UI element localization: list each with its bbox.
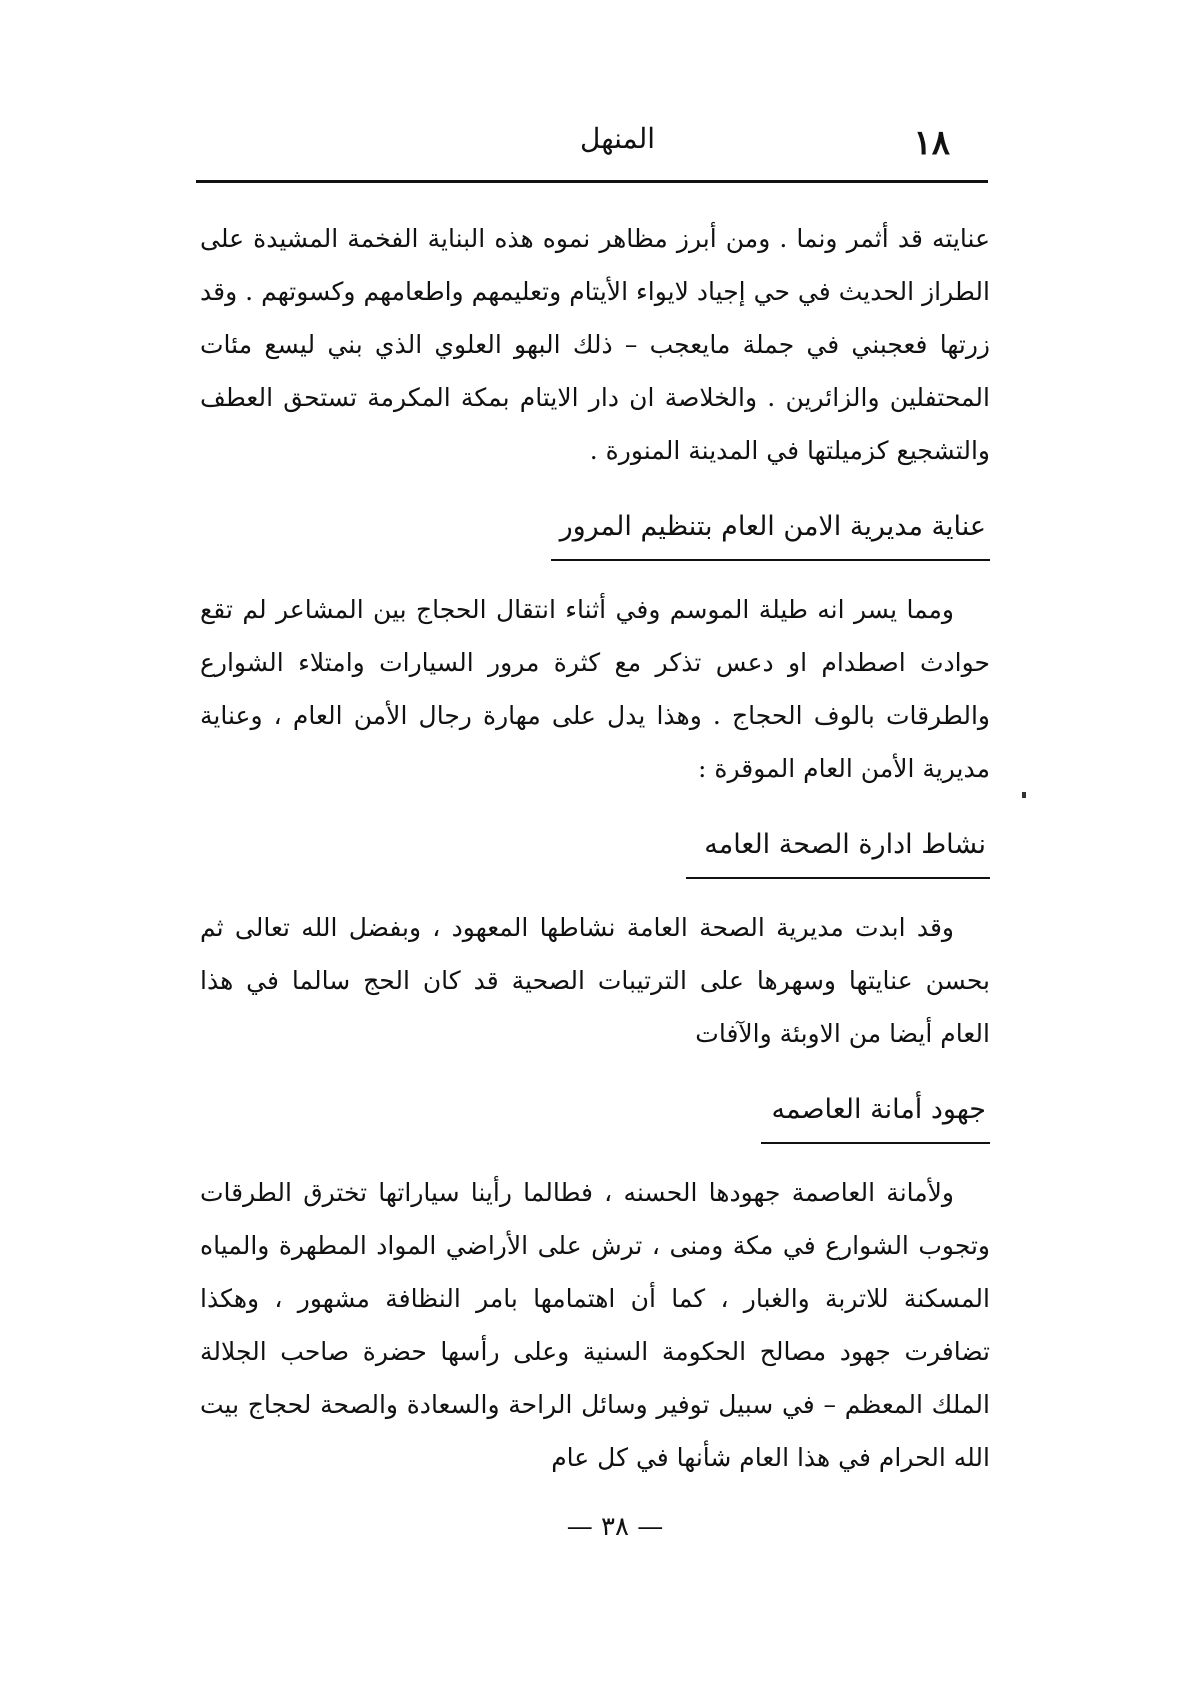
- paragraph-health: وقد ابدت مديرية الصحة العامة نشاطها المعهود ، وبفضل الله تعالى ثم بحسن عنايتها وسهرها على الترتيبات الصحية قد كان الحج سالما في هذا العام أيضا من الاوبئة والآفات: [200, 913, 990, 1048]
- page-number: ١٨: [913, 123, 950, 163]
- heading-row-health: [200, 821, 990, 879]
- paragraph-security: ومما يسر انه طيلة الموسم وفي أثناء انتقال الحجاج بين المشاعر لم تقع حوادث اصطدام او دعس تذكر مع كثرة مرور السيارات وامتلاء الشوارع والطرقات بالوف الحجاج . وهذا يدل على مهارة رجال الأمن العام ، وعناية مديرية الأمن العام الموقرة :: [200, 595, 990, 783]
- paragraph-capital: ولأمانة العاصمة جهودها الحسنه ، فطالما رأينا سياراتها تخترق الطرقات وتجوب الشوارع في مكة ومنى ، ترش على الأراضي المواد المطهرة والمياه المسكنة للاتربة والغبار ، كما أن اهتمامها بامر النظافة مشهور ، وهكذا تضافرت جهود مصالح الحكومة السنية وعلى رأسها حضرة صاحب الجلالة الملك المعظم – في سبيل توفير وسائل الراحة والسعادة والصحة لحجاج بيت الله الحرام في هذا العام شأنها في كل عام: [200, 1178, 990, 1472]
- article-body: [200, 212, 990, 1484]
- section-heading-health: نشاط ادارة الصحة العامه: [686, 821, 990, 879]
- running-header: [200, 108, 990, 178]
- scan-speck: [1022, 792, 1026, 798]
- journal-title: المنهل: [580, 122, 656, 155]
- page-folio: — ٣٨ —: [566, 1512, 664, 1542]
- section-heading-capital: جهود أمانة العاصمه: [761, 1086, 990, 1144]
- section-heading-security: عناية مديرية الامن العام بتنظيم المرور: [551, 503, 990, 561]
- heading-row-capital: [200, 1086, 990, 1144]
- header-rule: [196, 180, 988, 183]
- paragraph-orphanage: عنايته قد أثمر ونما . ومن أبرز مظاهر نموه هذه البناية الفخمة المشيدة على الطراز الحديث في حي إجياد لايواء الأيتام وتعليمهم واطعامهم وكسوتهم . وقد زرتها فعجبني في جملة مايعجب – ذلك البهو العلوي الذي بني ليسع مئات المحتفلين والزائرين . والخلاصة ان دار الايتام بمكة المكرمة تستحق العطف والتشجيع كزميلتها في المدينة المنورة .: [200, 224, 990, 465]
- heading-row-security: [200, 503, 990, 561]
